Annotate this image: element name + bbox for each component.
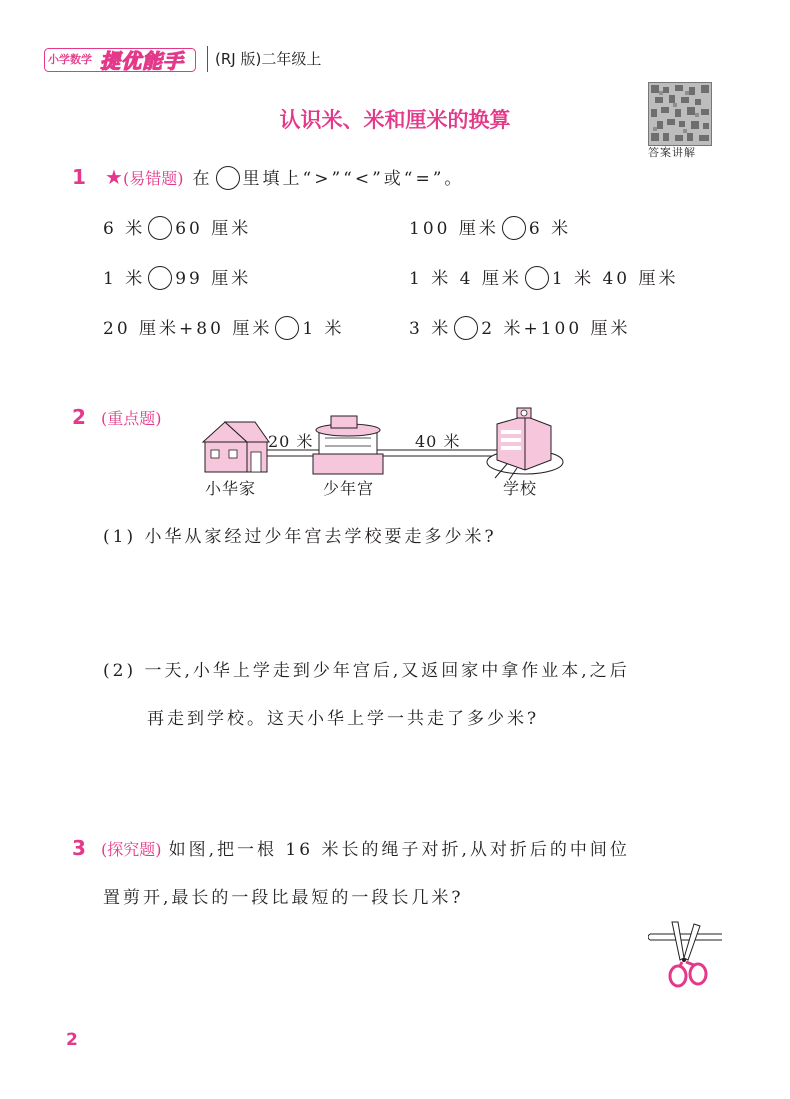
- place-label-home: 小华家: [205, 479, 257, 498]
- page-number: 2: [66, 1030, 78, 1050]
- subquestion-1: (1) 小华从家经过少年宫去学校要走多少米?: [103, 527, 497, 547]
- compare-left-value: 3 米: [409, 319, 452, 339]
- compare-left-value: 1 米 4 厘米: [409, 269, 522, 289]
- page-title: 认识米、米和厘米的换算: [279, 108, 511, 132]
- answer-circle[interactable]: [275, 316, 299, 340]
- question-number: 2: [72, 405, 86, 429]
- place-label-palace: 少年宫: [323, 479, 375, 498]
- compare-right-value: 60 厘米: [175, 219, 252, 239]
- compare-item-5: [103, 314, 345, 342]
- answer-circle[interactable]: [502, 216, 526, 240]
- qr-caption: 答案讲解: [648, 146, 696, 159]
- question-tag: (易错题): [122, 169, 184, 188]
- compare-item-2: [409, 214, 571, 242]
- question-number: 3: [72, 836, 86, 860]
- distance-label-1: 20 米: [268, 432, 314, 451]
- compare-item-3: [103, 264, 251, 292]
- compare-right-value: 99 厘米: [175, 269, 252, 289]
- compare-right-value: 2 米+100 厘米: [481, 319, 631, 339]
- scissors-icon: [648, 920, 724, 992]
- compare-right-value: 1 米: [302, 319, 345, 339]
- compare-item-6: [409, 314, 631, 342]
- answer-circle: [216, 166, 240, 190]
- question-2-header: [72, 405, 162, 429]
- compare-item-4: [409, 264, 679, 292]
- route-diagram: [195, 404, 565, 484]
- question-3-header: [72, 835, 630, 860]
- palace-icon: [313, 416, 383, 474]
- question-1-header: [72, 164, 464, 192]
- compare-left-value: 20 厘米+80 厘米: [103, 319, 273, 339]
- place-label-school: 学校: [503, 479, 538, 498]
- question-prompt-pre: 在: [192, 169, 213, 189]
- compare-right-value: 1 米 40 厘米: [551, 269, 679, 289]
- edition-label: (RJ 版)二年级上: [215, 50, 322, 68]
- house-icon: [203, 422, 269, 472]
- brand-name: 提优能手: [100, 49, 184, 73]
- answer-circle[interactable]: [525, 266, 549, 290]
- compare-left-value: 1 米: [103, 269, 146, 289]
- question-tag: (探究题): [101, 840, 162, 859]
- answer-circle[interactable]: [148, 266, 172, 290]
- brand-subtitle: 小学数学: [48, 53, 92, 66]
- question-prompt-post: 里填上“>”“<”或“=”。: [242, 169, 465, 189]
- compare-item-1: [103, 214, 251, 242]
- question-text-line-2: 置剪开,最长的一段比最短的一段长几米?: [103, 888, 464, 908]
- distance-label-2: 40 米: [415, 432, 461, 451]
- star-icon: ★: [105, 165, 123, 189]
- answer-circle[interactable]: [148, 216, 172, 240]
- header-divider: [207, 46, 208, 72]
- subquestion-2-line-1: (2) 一天,小华上学走到少年宫后,又返回家中拿作业本,之后: [103, 661, 630, 681]
- compare-right-value: 6 米: [528, 219, 572, 239]
- subquestion-2-line-2: 再走到学校。这天小华上学一共走了多少米?: [147, 709, 540, 729]
- compare-left-value: 6 米: [103, 219, 146, 239]
- answer-circle[interactable]: [454, 316, 478, 340]
- school-icon: [487, 408, 563, 480]
- compare-left-value: 100 厘米: [409, 219, 499, 239]
- question-tag: (重点题): [101, 409, 162, 428]
- question-number: 1: [72, 165, 86, 189]
- question-text-line-1: 如图,把一根 16 米长的绳子对折,从对折后的中间位: [168, 840, 630, 860]
